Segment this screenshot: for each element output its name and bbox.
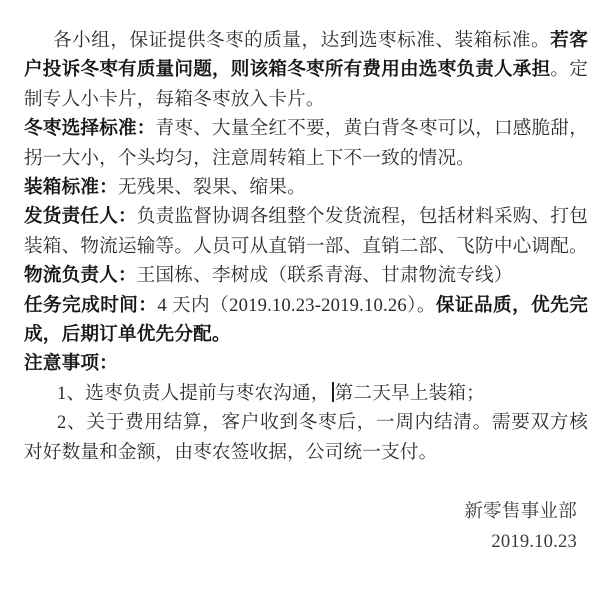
text-cursor bbox=[332, 382, 334, 402]
notes-item-2[interactable]: 2、关于费用结算，客户收到冬枣后，一周内结清。需要双方核对好数量和金额，由枣农签收据，公司统一支付。 bbox=[24, 412, 588, 463]
logistics-manager-text: 王国栋、李树成（联系青海、甘肃物流专线） bbox=[136, 265, 513, 287]
packing-standard-text: 无残果、裂果、缩果。 bbox=[117, 177, 306, 199]
paragraph-intro[interactable] bbox=[24, 26, 588, 114]
deadline-text: 4 天内（2019.10.23-2019.10.26）。 bbox=[157, 294, 436, 316]
selection-standard-text: 青枣、大量全红不要，黄白背冬枣可以，口感脆甜，拐一大小，个头均匀，注意周转箱上下不一致的情况。 bbox=[24, 118, 588, 169]
signature-department: 新零售事业部 bbox=[464, 501, 577, 523]
logistics-manager-label: 物流负责人： bbox=[24, 265, 137, 287]
paragraph-packing-standard[interactable] bbox=[24, 173, 588, 202]
shipping-manager-label: 发货责任人： bbox=[24, 206, 137, 228]
packing-standard-label: 装箱标准： bbox=[24, 177, 118, 199]
notes-item-1-text-after-cursor: 第二天早上装箱； bbox=[334, 382, 485, 404]
notes-title[interactable]: 注意事项： bbox=[24, 353, 118, 375]
notes-item-1[interactable] bbox=[24, 379, 588, 408]
deadline-bold-tail: 保证品质，优先完成，后期订单优先分配。 bbox=[24, 294, 589, 346]
intro-text-post: 。定制专人小卡片，每箱冬枣放入卡片。 bbox=[24, 59, 588, 110]
selection-standard-label: 冬枣选择标准： bbox=[24, 118, 156, 140]
shipping-manager-text: 负责监督协调各组整个发货流程，包括材料采购、打包装箱、物流运输等。人员可从直销一部、直销二部、飞防中心调配。 bbox=[24, 206, 588, 257]
notes-item-1-text-before-cursor: 1、选枣负责人提前与枣农沟通， bbox=[57, 382, 330, 404]
signature-date: 2019.10.23 bbox=[491, 531, 577, 553]
deadline-label: 任务完成时间： bbox=[24, 294, 158, 316]
signature-block bbox=[24, 497, 588, 557]
paragraph-shipping-manager[interactable] bbox=[24, 202, 588, 261]
paragraph-selection-standard[interactable] bbox=[24, 114, 588, 173]
intro-text-pre: 各小组，保证提供冬枣的质量，达到选枣标准、装箱标准。 bbox=[53, 30, 551, 51]
paragraph-logistics-manager[interactable] bbox=[24, 261, 588, 290]
paragraph-deadline[interactable] bbox=[24, 291, 588, 350]
intro-bold-warning: 若客户投诉冬枣有质量问题，则该箱冬枣所有费用由选枣负责人承担 bbox=[24, 30, 589, 81]
